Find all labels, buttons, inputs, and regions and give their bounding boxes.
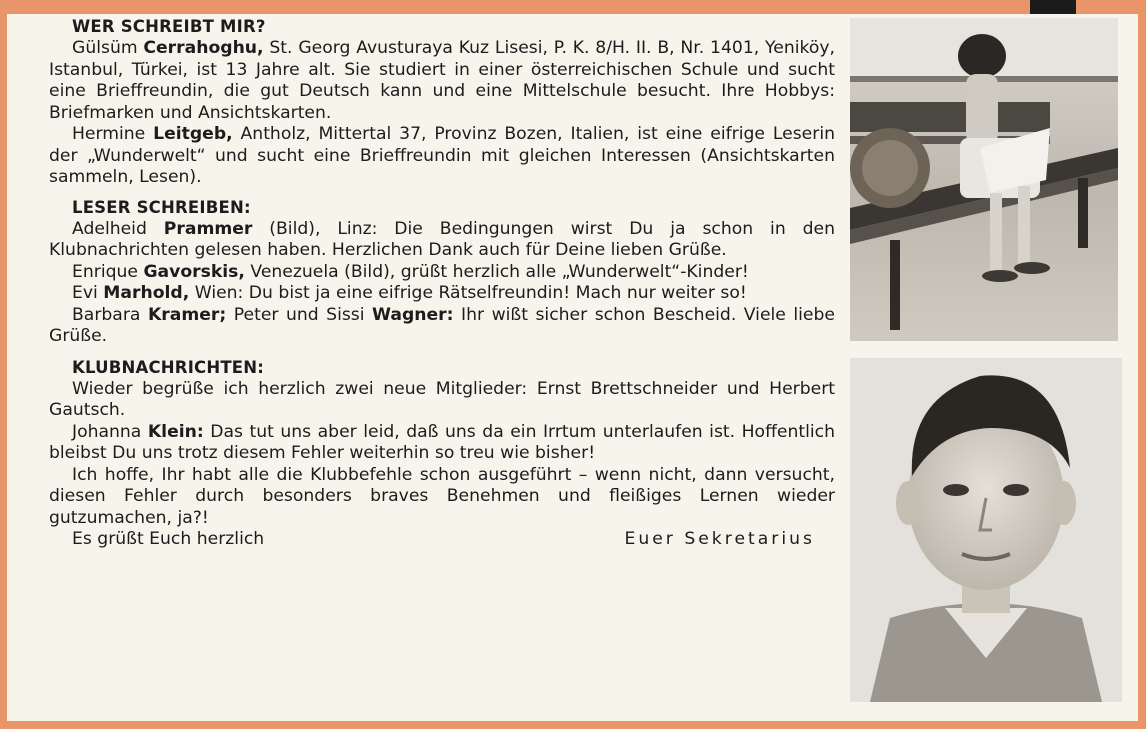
closing-line	[49, 529, 835, 551]
name-klein: Klein:	[147, 421, 204, 442]
heading-wer-schreibt-mir: WER SCHREIBT MIR?	[72, 17, 266, 36]
heading-leser-schreiben: LESER SCHREIBEN:	[72, 197, 251, 217]
corner-mark	[1030, 0, 1076, 14]
entry-klubbefehle: Ich hoffe, Ihr habt alle die Klubbefehle schon ausgeführt – wenn nicht, dann versucht, diesen Fehler durch besonders braves Benehmen und fleißiges Lernen wieder gutzumachen, ja?!	[49, 464, 835, 528]
text-column	[49, 14, 835, 551]
entry-prammer: Adelheid Prammer (Bild), Linz: Die Bedingungen wirst Du ja schon in den Klubnachrichten gelesen haben. Herzlichen Dank auch für Deine lieben Grüße.	[49, 218, 835, 260]
photo-girl-on-bench	[850, 18, 1118, 341]
name-cerrahoghu: Cerrahoghu,	[143, 38, 264, 58]
closing-greeting: Es grüßt Euch herzlich	[72, 529, 265, 549]
entry-gavorskis: Enrique Gavorskis, Venezuela (Bild), grüßt herzlich alle „Wunderwelt“-Kinder!	[72, 261, 749, 282]
photo-boy-portrait-image	[850, 358, 1122, 702]
name-leitgeb: Leitgeb,	[153, 124, 233, 144]
entry-kramer-wagner: Barbara Kramer; Peter und Sissi Wagner: Ihr wißt sicher schon Bescheid. Viele liebe Grüße.	[49, 304, 835, 346]
name-wagner: Wagner:	[372, 304, 454, 325]
closing-signature: Euer Sekretarius	[624, 529, 815, 549]
name-gavorskis: Gavorskis,	[143, 261, 245, 282]
entry-leitgeb: Hermine Leitgeb, Antholz, Mittertal 37, Provinz Bozen, Italien, ist eine eifrige Leserin der „Wunderwelt“ und sucht eine Brieffreundin mit gleichen Interessen (Ansichtskarten sammeln, Lesen).	[49, 124, 835, 187]
entry-klein: Johanna Klein: Das tut uns aber leid, daß uns da ein Irrtum unterlaufen ist. Hoffentlich bleibst Du uns trotz diesem Fehler weiterhin so treu wie bisher!	[49, 421, 836, 463]
photo-boy-portrait	[850, 358, 1122, 702]
heading-klubnachrichten: KLUBNACHRICHTEN:	[72, 357, 265, 377]
name-marhold: Marhold,	[103, 283, 190, 303]
entry-marhold: Evi Marhold, Wien: Du bist ja eine eifrige Rätselfreundin! Mach nur weiter so!	[72, 283, 747, 303]
photo-girl-on-bench-image	[850, 18, 1118, 341]
name-prammer: Prammer	[163, 218, 253, 239]
name-kramer: Kramer;	[147, 304, 227, 325]
entry-new-members: Wieder begrüße ich herzlich zwei neue Mitglieder: Ernst Brettschneider und Herbert Gautsch.	[49, 378, 835, 420]
entry-cerrahoghu: Gülsüm Cerrahoghu, St. Georg Avusturaya Kuz Lisesi, P. K. 8/H. II. B, Nr. 1401, Yeniköy, Istanbul, Türkei, ist 13 Jahre alt. Sie studiert in einer österreichischen Schule und sucht eine Brieffreundin, die gut Deutsch kann und eine Mittelschule besucht. Ihre Hobbys: Briefmarken und Ansichtskarten.	[49, 38, 835, 123]
